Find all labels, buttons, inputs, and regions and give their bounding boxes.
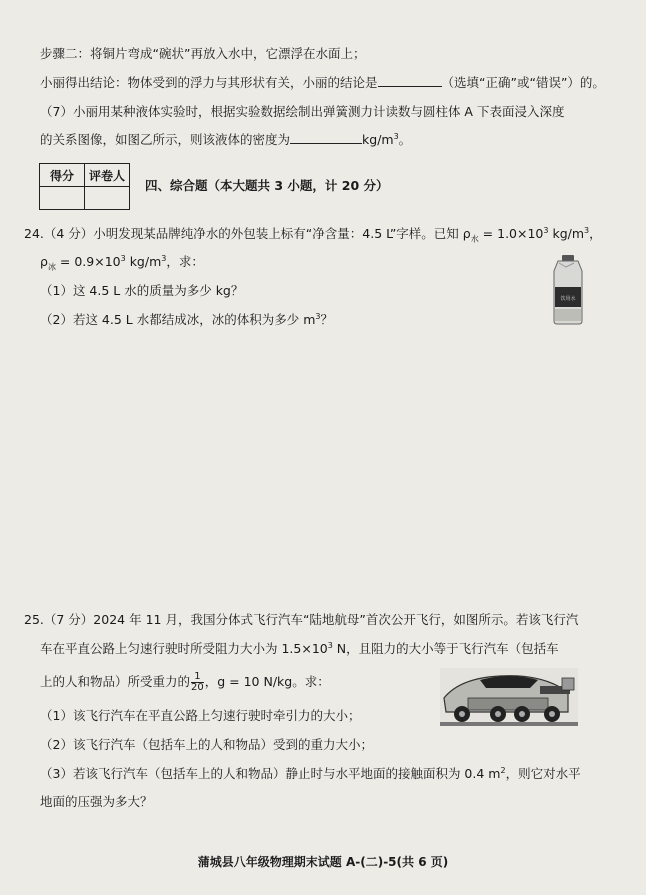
q24-part-2: （2）若这 4.5 L 水都结成冰，冰的体积为多少 $m^3$？ (40, 311, 333, 327)
q24-part-1: （1）这 4.5 L 水的质量为多少 kg？ (40, 283, 244, 298)
page-footer: 蒲城县八年级物理期末试题 A-(二)-5(共 6 页) (197, 855, 449, 869)
q25-part-2: （2）该飞行汽车（包括车上的人和物品）受到的重力大小； (40, 737, 373, 752)
density-text: 的关系图像，如图乙所示，则该液体的密度为 (40, 132, 291, 147)
grader-cell[interactable] (85, 187, 130, 210)
grader-header: 评卷人 (85, 164, 130, 187)
density-unit: kg/m (362, 132, 394, 147)
answer-blank-correctness[interactable] (378, 86, 442, 87)
q25-part-3-cont: 地面的压强为多大？ (40, 794, 153, 809)
question-7-text: （7）小丽用某种液体实验时，根据实验数据绘制出弹簧测力计读数与圆柱体 A 下表面浸入深度 (40, 104, 565, 119)
section-heading: 四、综合题（本大题共 3 小题，计 20 分） (145, 178, 389, 193)
conclusion-hint: （选填“正确”或“错误”）的。 (441, 75, 605, 90)
q24-stem-line1: 24.（4 分）小明发现某品牌纯净水的外包装上标有“净含量：4.5 L”字样。已知 $\rho_水 = 1.0\times 10^3$ $kg/m^3$， (24, 225, 602, 244)
water-bottle-image (548, 253, 588, 325)
q24-stem-line2: $\rho_冰 = 0.9\times 10^3$ $kg/m^3$，求： (40, 253, 204, 272)
conclusion-text: 小丽得出结论：物体受到的浮力与其形状有关，小丽的结论是 (40, 75, 378, 90)
density-end: 。 (398, 132, 412, 147)
q25-part-1: （1）该飞行汽车在平直公路上匀速行驶时牵引力的大小； (40, 708, 361, 723)
answer-blank-density[interactable] (290, 143, 362, 144)
q25-stem-line3: 上的人和物品）所受重力的 $\frac{1}{20}$ ，g = 10 N/kg。求： (40, 671, 330, 693)
q25-part-3: （3）若该飞行汽车（包括车上的人和物品）静止时与水平地面的接触面积为 0.4 $m^2$，则它对水平 (40, 765, 581, 781)
density-unit-exp: 3 (393, 131, 399, 141)
score-cell[interactable] (40, 187, 85, 210)
density-line (40, 132, 411, 148)
conclusion-line (40, 75, 605, 91)
flying-car-image (440, 668, 578, 726)
fraction-one-twentieth: $\frac{1}{20}$ (191, 671, 204, 693)
bottle-label: 饮用水 (560, 296, 576, 302)
step-two-text: 步骤二：将铜片弯成“碗状”再放入水中，它漂浮在水面上； (40, 46, 366, 61)
score-table (39, 163, 130, 210)
q25-stem-line2: 车在平直公路上匀速行驶时所受阻力大小为 $1.5\times 10^3$ N，且阻力的大小等于飞行汽车（包括车 (40, 640, 559, 656)
q25-stem-line1: 25.（7 分）2024 年 11 月，我国分体式飞行汽车“陆地航母”首次公开飞行，如图所示。若该飞行汽 (24, 612, 579, 627)
score-header: 得分 (40, 164, 85, 187)
